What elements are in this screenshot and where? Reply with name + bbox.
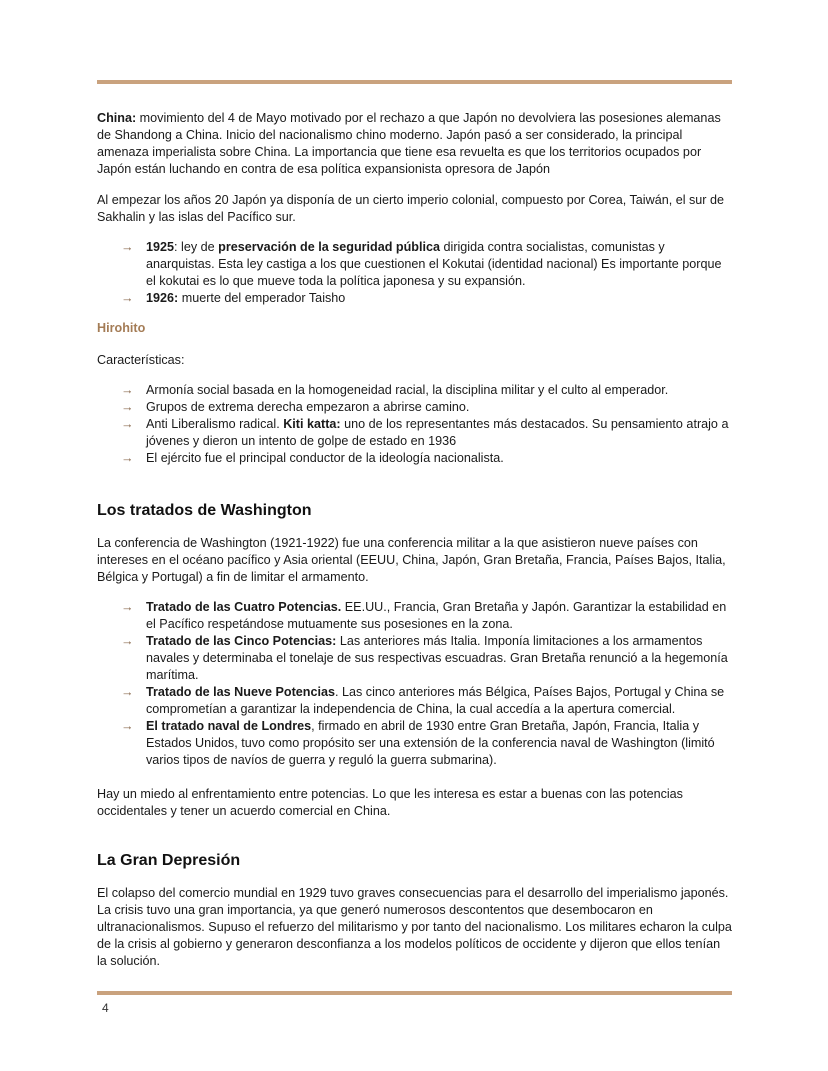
bold-text: 1925 (146, 240, 175, 254)
list-item (97, 633, 733, 684)
list-item (97, 450, 733, 467)
arrow-right-icon: → (121, 240, 134, 254)
arrow-right-icon: → (121, 383, 134, 397)
caracteristicas-label: Características: (97, 353, 185, 367)
list-item (97, 718, 733, 769)
bold-text: Tratado de las Nueve Potencias (146, 685, 335, 699)
subheading-hirohito: Hirohito (97, 321, 146, 335)
list-item (97, 599, 733, 633)
header-rule (97, 80, 732, 84)
arrow-right-icon: → (121, 685, 134, 699)
text-segment: EE.UU., Francia, Gran Bretaña y Japón. Garantizar la estabilidad en el Pacífico respetándose mutuamente sus posesiones en la zona. (146, 600, 727, 631)
china-paragraph (97, 110, 733, 178)
text-segment: muerte del emperador Taisho (178, 291, 346, 305)
text-segment: dirigida contra socialistas, comunistas y anarquistas. Esta ley castiga a los que cuestionen el Kokutai (identidad nacional) Es importante porque el kokutai es lo que mueve toda la política japonesa y su expansión. (146, 240, 722, 288)
list-item (97, 684, 733, 718)
text-segment: Armonía social basada en la homogeneidad racial, la disciplina militar y el culto al emperador. (146, 383, 669, 397)
bold-text: Tratado de las Cinco Potencias: (146, 634, 337, 648)
text-segment: movimiento del 4 de Mayo motivado por el rechazo a que Japón no devolviera las posesiones alemanas de Shandong a China. Inicio del nacionalismo chino moderno. Japón pasó a ser considerado, la principal amenaza imperialista sobre China. La importancia que tiene esa revuelta es que los territorios ocupados por Japón están luchando en contra de esa política expansionista opresora de Japón (97, 111, 721, 176)
washington-outro: Hay un miedo al enfrentamiento entre potencias. Lo que les interesa es estar a buenas con las potencias occidentales y tener un acuerdo comercial en China. (97, 787, 683, 818)
text-segment: , firmado en abril de 1930 entre Gran Bretaña, Japón, Francia, Italia y Estados Unidos, tuvo como propósito ser una extensión de la conferencia naval de Washington (limitó varios tipos de navíos de guerra y reguló la guerra submarina). (146, 719, 715, 767)
text-segment: uno de los representantes más destacados. Su pensamiento atrajo a jóvenes y dieron un intento de golpe de estado en 1936 (146, 417, 729, 448)
arrow-right-icon: → (121, 634, 134, 648)
bullet-list-1925 (97, 239, 733, 307)
text-segment: : ley de (174, 240, 219, 254)
list-item (97, 382, 733, 399)
heading-washington: Los tratados de Washington (97, 502, 312, 519)
page-number: 4 (102, 1001, 109, 1015)
text-segment: Grupos de extrema derecha empezaron a abrirse camino. (146, 400, 470, 414)
bullet-list-tratados (97, 599, 733, 769)
bold-text: Kiti katta: (283, 417, 341, 431)
bold-text: El tratado naval de Londres (146, 719, 312, 733)
heading-gran-depresion: La Gran Depresión (97, 852, 241, 869)
arrow-right-icon: → (121, 451, 134, 465)
list-item (97, 239, 733, 290)
depresion-paragraph: El colapso del comercio mundial en 1929 tuvo graves consecuencias para el desarrollo del imperialismo japonés. La crisis tuvo una gran importancia, ya que generó numerosos descontentos que desembocaron en ultranacionalismos. Supuso el refuerzo del militarismo y por tanto del nacionalismo. Los militares echaron la culpa de la crisis al gobierno y generaron desconfianza a los modelos políticos de occidente y dijeron que ellos tenían la solución. (97, 886, 732, 968)
washington-intro: La conferencia de Washington (1921-1922) fue una conferencia militar a la que asistieron nueve países con intereses en el océano pacífico y Asia oriental (EEUU, China, Japón, Gran Bretaña, Francia, Países Bajos, Italia, Bélgica y Portugal) a fin de limitar el armamento. (97, 536, 726, 584)
arrow-right-icon: → (121, 600, 134, 614)
bullet-list-caracteristicas (97, 382, 733, 467)
bold-text: preservación de la seguridad pública (218, 240, 441, 254)
list-item (97, 290, 733, 307)
arrow-right-icon: → (121, 400, 134, 414)
text-segment: El ejército fue el principal conductor de la ideología nacionalista. (146, 451, 504, 465)
imperio-paragraph: Al empezar los años 20 Japón ya disponía de un cierto imperio colonial, compuesto por Corea, Taiwán, el sur de Sakhalin y las islas del Pacífico sur. (97, 193, 725, 224)
arrow-right-icon: → (121, 291, 134, 305)
bold-text: 1926: (146, 291, 179, 305)
footer-rule (97, 991, 732, 995)
text-segment: Anti Liberalismo radical. (146, 417, 284, 431)
text-segment: Las anteriores más Italia. Imponía limitaciones a los armamentos navales y determinaba el tonelaje de sus respectivas escuadras. Gran Bretaña renunció a la hegemonía marítima. (146, 634, 728, 682)
list-item (97, 416, 733, 450)
list-item (97, 399, 733, 416)
text-segment: . Las cinco anteriores más Bélgica, Países Bajos, Portugal y China se comprometían a garantizar la independencia de China, la cual accedía a la apertura comercial. (146, 685, 725, 716)
arrow-right-icon: → (121, 719, 134, 733)
bold-text: China: (97, 111, 137, 125)
arrow-right-icon: → (121, 417, 134, 431)
bold-text: Tratado de las Cuatro Potencias. (146, 600, 342, 614)
